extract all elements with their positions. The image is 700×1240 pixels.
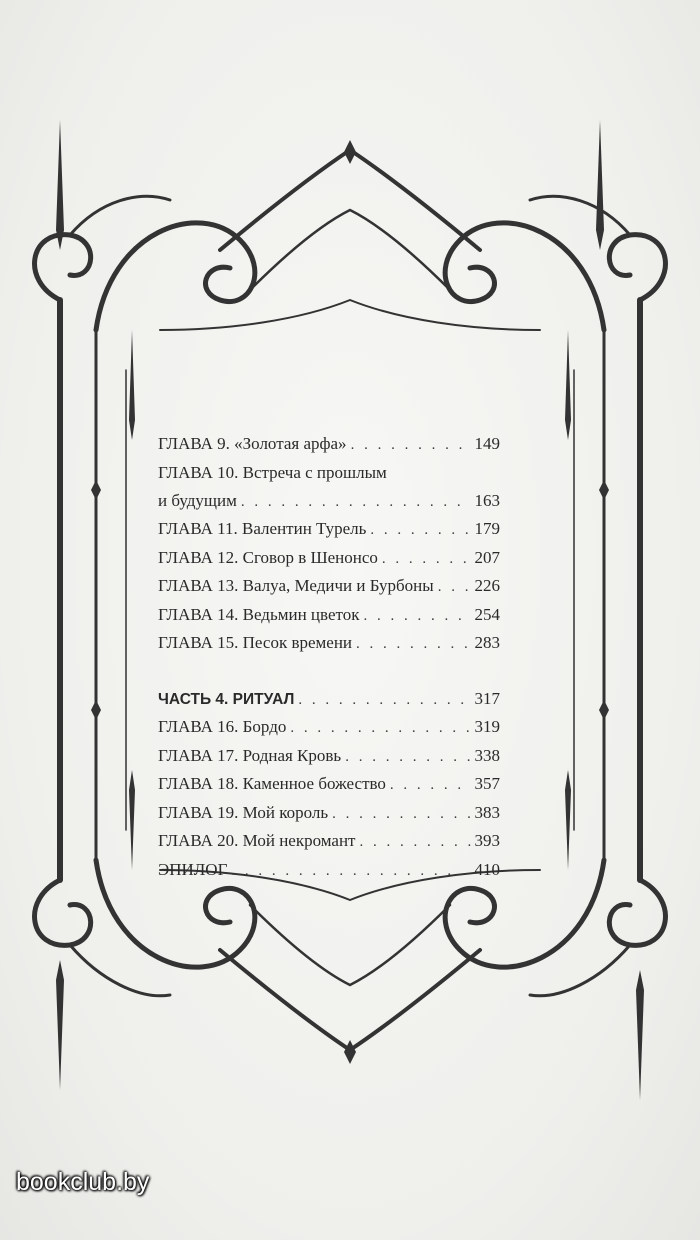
toc-title: ГЛАВА 14. Ведьмин цветок [158,604,360,624]
toc-page: 357 [474,774,500,793]
toc-title: ГЛАВА 11. Валентин Турель [158,519,367,538]
part-title: ЧАСТЬ 4. РИТУАЛ [158,690,295,708]
section-gap [158,658,500,685]
toc-entry [158,601,500,630]
site-watermark: bookclub.by [16,1168,150,1196]
toc-entry [158,544,500,573]
toc-title: ГЛАВА 16. Бордо [158,717,287,736]
part-page: 317 [474,688,500,708]
toc-page: 383 [474,802,500,822]
toc-entry [158,629,500,658]
leader-dots [359,828,470,857]
leader-dots [363,602,470,631]
leader-dots [351,431,471,460]
toc-title: ГЛАВА 10. Встреча с прошлым [158,462,387,482]
toc-part-heading [158,685,500,714]
toc-page: 207 [474,547,500,567]
toc-page: 149 [474,434,500,453]
toc-title: ГЛАВА 12. Сговор в Шенонсо [158,547,378,567]
toc-page: 226 [474,576,500,595]
leader-dots [390,771,471,800]
toc-page: 393 [474,831,500,850]
toc-entry [158,713,500,742]
toc-title: ГЛАВА 13. Валуа, Медичи и Бурбоны [158,576,434,595]
toc-entry [158,515,500,544]
toc-title: ГЛАВА 18. Каменное божество [158,774,386,793]
toc-page: 179 [474,519,500,538]
toc-entry [158,770,500,799]
toc-entry [158,430,500,459]
toc-title: ГЛАВА 20. Мой некромант [158,831,356,850]
toc-page: 163 [474,490,500,510]
leader-dots [290,714,470,743]
toc-entry [158,459,500,487]
leader-dots [356,630,470,659]
toc-entry [158,742,500,771]
toc-title: ГЛАВА 15. Песок времени [158,633,353,652]
toc-page: 338 [474,745,500,765]
toc-page: 283 [474,633,500,652]
leader-dots [345,743,470,772]
toc-entry [158,799,500,828]
leader-dots [370,516,470,545]
leader-dots [332,800,470,829]
table-of-contents [158,430,500,884]
toc-page: 319 [474,717,500,736]
toc-page: 254 [474,604,500,624]
leader-dots [382,545,471,574]
toc-title: ГЛАВА 17. Родная Кровь [158,745,342,765]
leader-dots [298,686,470,715]
toc-page: 410 [474,859,500,879]
leader-dots [438,573,471,602]
toc-entry [158,856,500,885]
toc-title: ГЛАВА 19. Мой король [158,802,329,822]
toc-title: ГЛАВА 9. «Золотая арфа» [158,434,347,453]
toc-entry [158,572,500,601]
leader-dots [241,488,471,517]
toc-title: и будущим [158,490,237,510]
toc-entry [158,487,500,516]
toc-entry [158,827,500,856]
leader-dots [231,857,470,886]
toc-title: ЭПИЛОГ [158,859,228,879]
